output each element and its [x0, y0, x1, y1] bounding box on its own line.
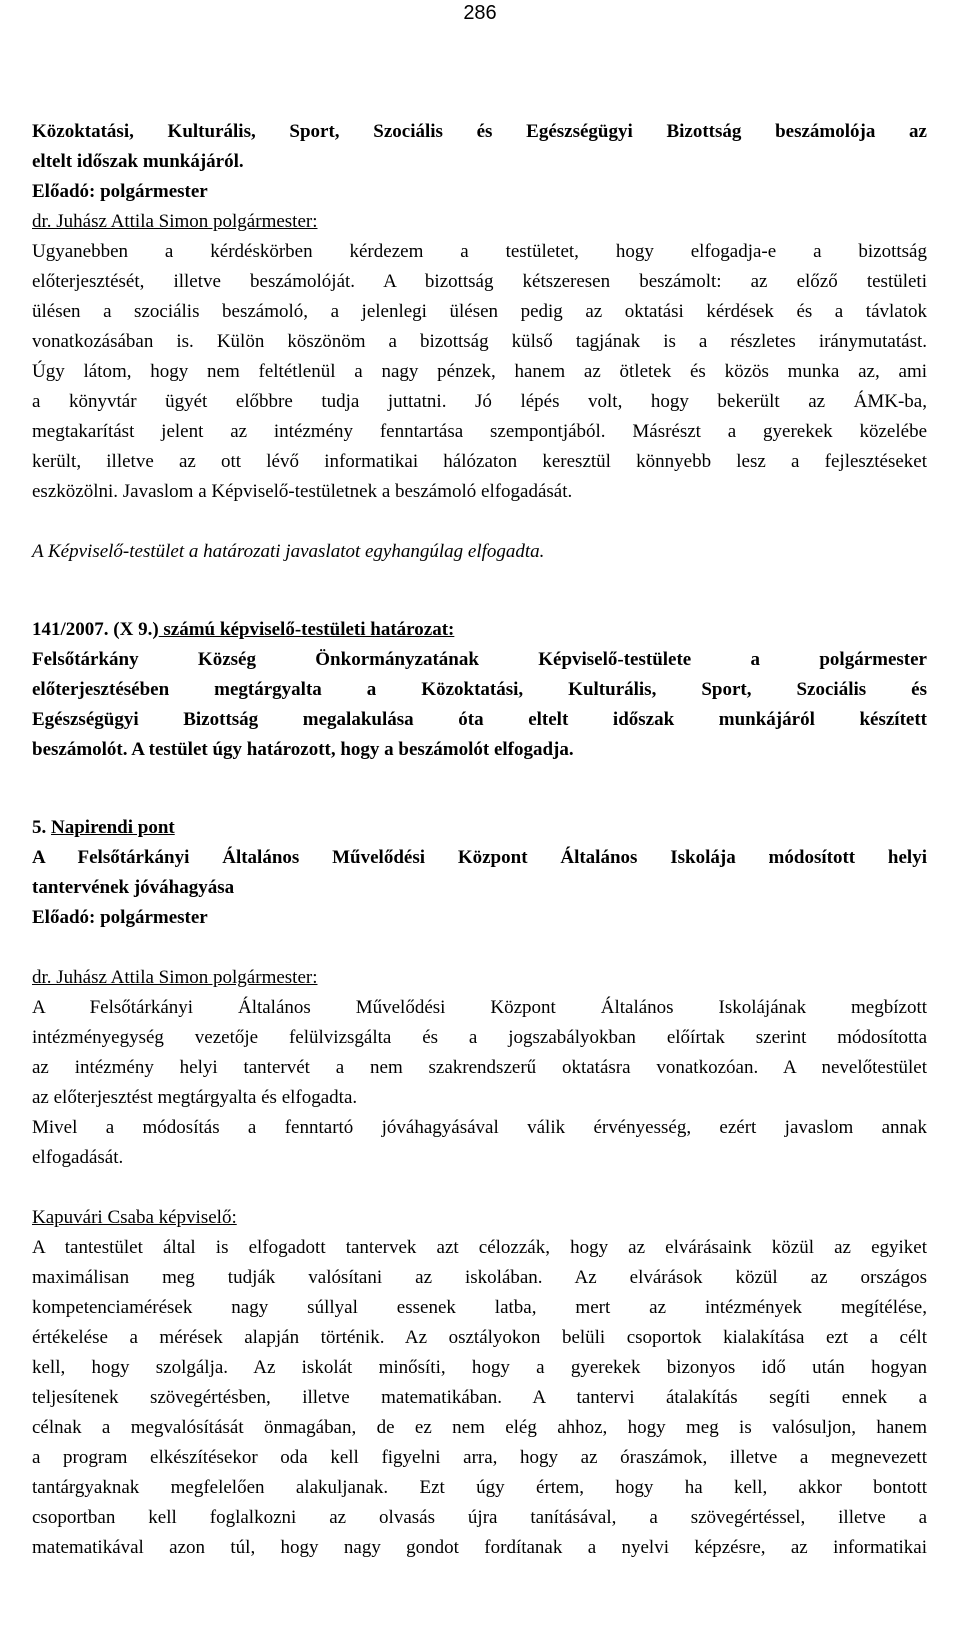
- speech-line: az intézmény helyi tantervét a nem szakrendszerű oktatásra vonatkozóan. A nevelőtestület: [32, 1057, 927, 1078]
- speech-line: eszközölni. Javaslom a Képviselő-testületnek a beszámoló elfogadását.: [32, 481, 573, 502]
- presenter-line: Előadó: polgármester: [32, 181, 208, 202]
- speech-line: kompetenciamérések nagy súllyal essenek latba, mert az intézmények megítélése,: [32, 1297, 927, 1318]
- speech-line: A Felsőtárkányi Általános Művelődési Központ Általános Iskolájának megbízott: [32, 997, 927, 1018]
- speaker-name: dr. Juhász Attila Simon polgármester:: [32, 967, 318, 988]
- resolution-heading: [32, 615, 927, 645]
- resolution-line: beszámolót. A testület úgy határozott, hogy a beszámolót elfogadja.: [32, 739, 574, 760]
- speech-line: Mivel a módosítás a fenntartó jóváhagyásával válik érvényesség, ezért javaslom annak: [32, 1117, 927, 1138]
- speech-line: előterjesztését, illetve beszámolóját. A bizottság kétszeresen beszámolt: az előző testületi: [32, 271, 927, 292]
- resolution-line: Egészségügyi Bizottság megalakulása óta eltelt időszak munkájáról készített: [32, 709, 927, 730]
- speech-line: teljesítenek szövegértésben, illetve matematikában. A tantervi átalakítás segíti ennek a: [32, 1387, 927, 1408]
- presenter-line: Előadó: polgármester: [32, 907, 208, 928]
- speaker-name: dr. Juhász Attila Simon polgármester:: [32, 211, 318, 232]
- speech-line: kell, hogy szolgálja. Az iskolát minősíti, hogy a gyerekek bizonyos idő után hogyan: [32, 1357, 927, 1378]
- section-title-line: A Felsőtárkányi Általános Művelődési Központ Általános Iskolája módosított helyi: [32, 847, 927, 868]
- speech-line: vonatkozásában is. Külön köszönöm a bizottság külső tagjának is a részletes iránymutatást.: [32, 331, 927, 352]
- speech-line: a program elkészítésekor oda kell figyelni arra, hogy az óraszámok, illetve a megnevezett: [32, 1447, 927, 1468]
- speech-line: került, illetve az ott lévő informatikai hálózaton keresztül könnyebb lesz a fejlesztéseket: [32, 451, 927, 472]
- page-number: 286: [463, 2, 497, 24]
- agenda-number: 5.: [32, 817, 51, 838]
- speech-line: megtakarítást jelent az intézmény fenntartása szempontjából. Másrészt a gyerekek közelébe: [32, 421, 927, 442]
- speech-line: Úgy látom, hogy nem feltétlenül a nagy pénzek, hanem az ötletek és közös munka az, ami: [32, 361, 927, 382]
- speech-line: A tantestület által is elfogadott tantervek azt célozzák, hogy az elvárásaink közül az egyiket: [32, 1237, 927, 1258]
- speech-line: tantárgyaknak megfelelően alakuljanak. Ezt úgy értem, hogy ha kell, akkor bontott: [32, 1477, 927, 1498]
- section-title-line: eltelt időszak munkájáról.: [32, 151, 244, 172]
- speech-line: ülésen a szociális beszámoló, a jelenlegi ülésen pedig az oktatási kérdések és a távlatok: [32, 301, 927, 322]
- vote-result: A Képviselő-testület a határozati javaslatot egyhangúlag elfogadta.: [32, 541, 545, 562]
- speech-line: Ugyanebben a kérdéskörben kérdezem a testületet, hogy elfogadja-e a bizottság: [32, 241, 927, 262]
- speech-line: az előterjesztést megtárgyalta és elfogadta.: [32, 1087, 358, 1108]
- speech-line: célnak a megvalósítását önmagában, de ez nem elég ahhoz, hogy meg is valósuljon, hanem: [32, 1417, 927, 1438]
- resolution-line: előterjesztésében megtárgyalta a Közoktatási, Kulturális, Sport, Szociális és: [32, 679, 927, 700]
- speech-line: értékelése a mérések alapján történik. Az osztályokon belüli csoportok kialakítása ezt a célt: [32, 1327, 927, 1348]
- resolution-label: számú képviselő-testületi határozat:: [158, 619, 455, 640]
- speech-line: elfogadását.: [32, 1147, 124, 1168]
- agenda-heading: [32, 813, 927, 843]
- speech-line: a könyvtár ügyét előbbre tudja juttatni. Jó lépés volt, hogy bekerült az ÁMK-ba,: [32, 391, 927, 412]
- section-title-line: Közoktatási, Kulturális, Sport, Szociális és Egészségügyi Bizottság beszámolója az: [32, 121, 927, 142]
- speaker-name: Kapuvári Csaba képviselő:: [32, 1207, 237, 1228]
- speech-line: maximálisan meg tudják valósítani az iskolában. Az elvárások közül az országos: [32, 1267, 927, 1288]
- agenda-label: Napirendi pont: [51, 817, 175, 838]
- speech-line: intézményegység vezetője felülvizsgálta és a jogszabályokban előírtak szerint módosította: [32, 1027, 927, 1048]
- resolution-number: 141/2007. (X 9.): [32, 619, 159, 640]
- speech-line: matematikával azon túl, hogy nagy gondot fordítanak a nyelvi képzésre, az informatikai: [32, 1537, 927, 1558]
- speech-line: csoportban kell foglalkozni az olvasás újra tanításával, a szövegértéssel, illetve a: [32, 1507, 927, 1528]
- page-content: [32, 117, 927, 1563]
- resolution-line: Felsőtárkány Község Önkormányzatának Képviselő-testülete a polgármester: [32, 649, 927, 670]
- section-title-line: tantervének jóváhagyása: [32, 877, 235, 898]
